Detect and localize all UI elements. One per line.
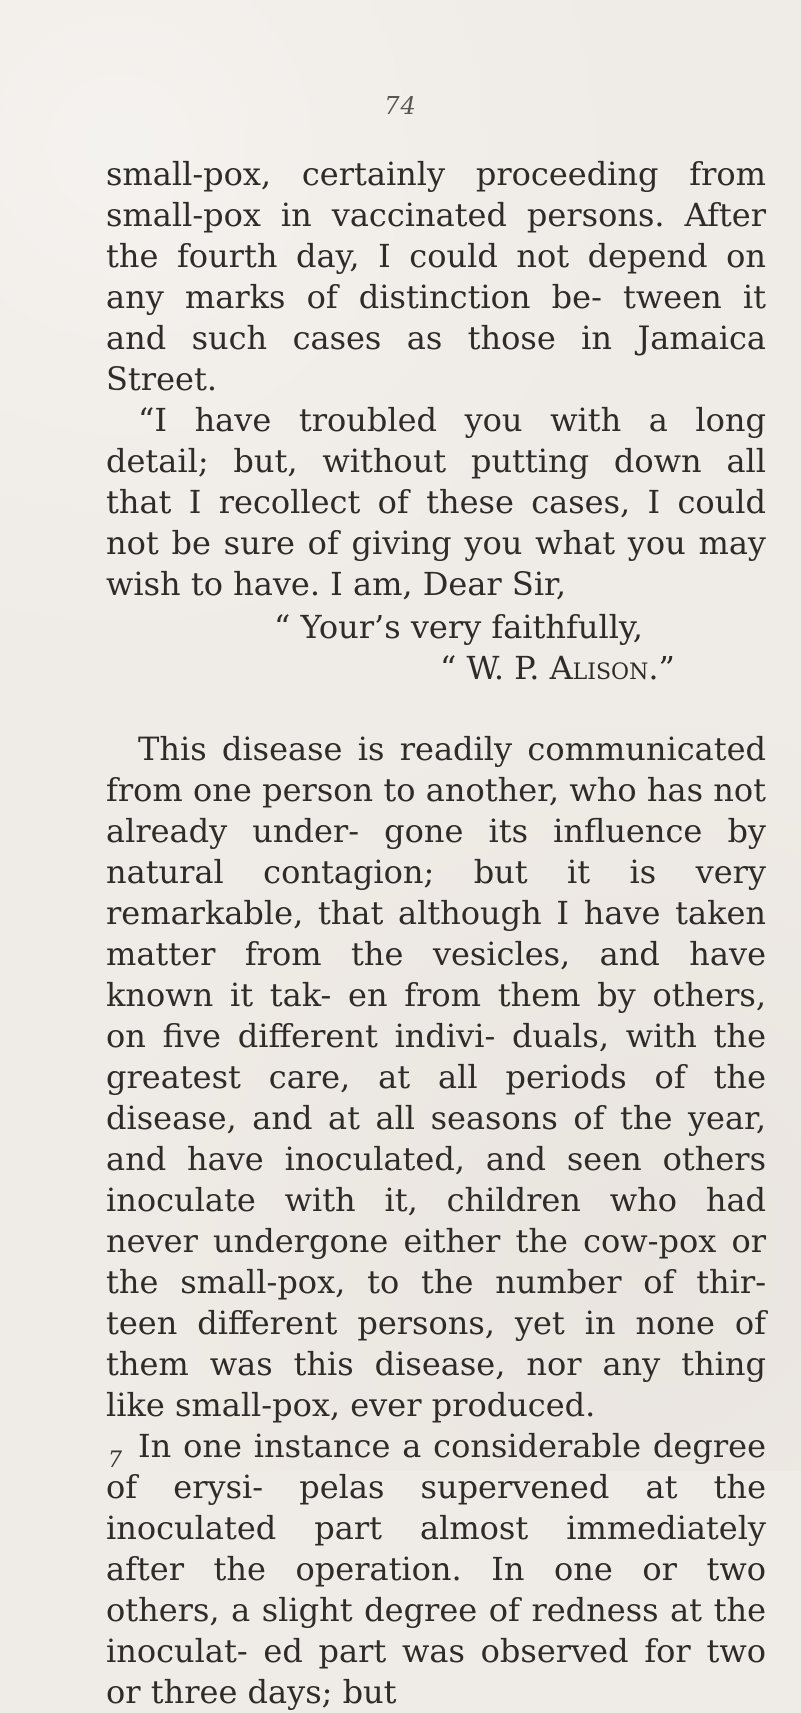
paragraph-2: “I have troubled you with a long detail; but, without putting down all that I recollect of these cases, I could not be sure of giving you what you may wish to have. I am, Dear Sir, [106,401,766,603]
paragraph-3: This disease is readily communicated from one person to another, who has not already under- gone its influence by natural contagion; but it is very remarkable, that although I have taken matter from the vesicles, and have known it tak- en from them by others, on five different indivi- duals, with the greatest care, at all periods of the disease, and at all seasons of the year, and have inoculated, and seen others inoculate with it, children who had never undergone either the cow-pox or the small-pox, to the number of thir- teen different persons, yet in none of them was this disease, nor any thing like small-pox, ever produced. [106,730,766,1424]
section-gap [106,689,766,729]
paragraph-4: In one instance a considerable degree of erysi- pelas supervened at the inoculated part almost immediately after the operation. In one or two others, a slight degree of redness at the inoculat- ed part was observed for two or three days; but [106,1427,766,1711]
printer-signature-mark: 7 [108,1448,122,1473]
page-content [106,154,766,1713]
page-number: 74 [384,92,417,120]
letter-signoff: “ Your’s very faithfully, [274,608,643,646]
paragraph-1: small-pox, certainly proceeding from small-pox in vaccinated persons. After the fourth day, I could not depend on any marks of distinction be- tween it and such cases as those in Jamaica Street. [106,155,766,398]
letter-signature: “ W. P. Alison.” [440,649,675,687]
